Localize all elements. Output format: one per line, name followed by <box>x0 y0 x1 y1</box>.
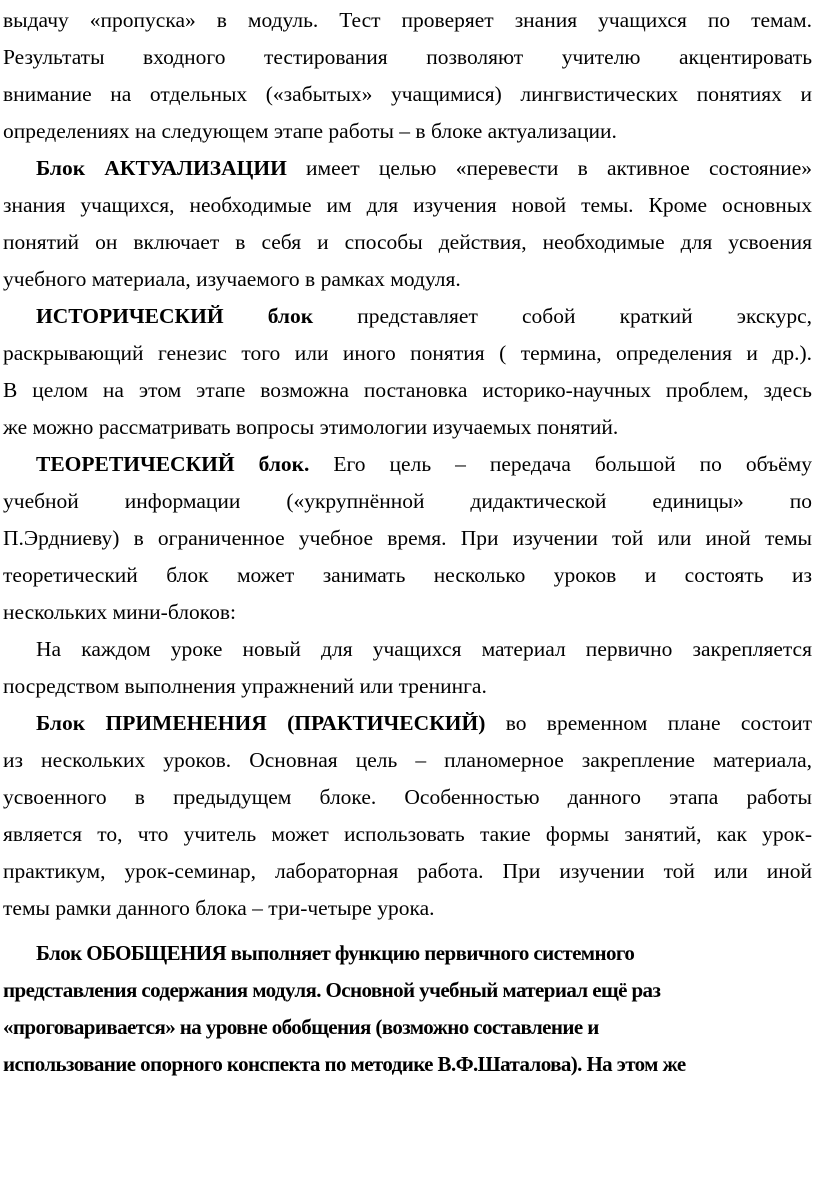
term-heading: Блок АКТУАЛИЗАЦИИ <box>36 156 287 180</box>
text-line: теоретический блок может занимать несколько уроков и состоять из <box>3 563 812 587</box>
text-line: ТЕОРЕТИЧЕСКИЙ блок. Его цель – передача большой по объёму <box>36 452 812 476</box>
text-line: нескольких мини-блоков: <box>3 600 236 624</box>
term-heading: ТЕОРЕТИЧЕСКИЙ блок. <box>36 452 310 476</box>
text-line: определениях на следующем этапе работы – в блоке актуализации. <box>3 119 617 143</box>
text-line: учебной информации («укрупнённой дидактической единицы» по <box>3 489 812 513</box>
text-line: Результаты входного тестирования позволяют учителю акцентировать <box>3 45 812 69</box>
text-line: П.Эрдниеву) в ограниченное учебное время. При изучении той или иной темы <box>3 526 812 550</box>
paragraph-each-lesson <box>3 631 812 705</box>
text-line: выдачу «пропуска» в модуль. Тест проверяет знания учащихся по темам. <box>3 8 812 32</box>
paragraph-theoretical <box>3 446 812 631</box>
text-line: Блок АКТУАЛИЗАЦИИ имеет целью «перевести в активное состояние» <box>36 156 813 180</box>
text-line: представления содержания модуля. Основной учебный материал ещё раз <box>3 978 661 1002</box>
text-line: понятий он включает в себя и способы действия, необходимые для усвоения <box>3 230 812 254</box>
paragraph-generalization <box>3 935 812 1083</box>
text-line: же можно рассматривать вопросы этимологии изучаемых понятий. <box>3 415 619 439</box>
text-line: практикум, урок-семинар, лабораторная работа. При изучении той или иной <box>3 859 812 883</box>
term-heading: ИСТОРИЧЕСКИЙ блок <box>36 304 314 328</box>
text-line: знания учащихся, необходимые им для изучения новой темы. Кроме основных <box>3 193 812 217</box>
text-line: из нескольких уроков. Основная цель – планомерное закрепление материала, <box>3 748 812 772</box>
text-line: Блок ОБОБЩЕНИЯ выполняет функцию первичного системного <box>36 941 635 965</box>
paragraph-historical <box>3 298 812 446</box>
text-line: посредством выполнения упражнений или тренинга. <box>3 674 487 698</box>
text-line: Блок ПРИМЕНЕНИЯ (ПРАКТИЧЕСКИЙ) во временном плане состоит <box>36 711 812 735</box>
paragraph-actualization <box>3 150 812 298</box>
paragraph-intro <box>3 2 812 150</box>
text-line: использование опорного конспекта по методике В.Ф.Шаталова). На этом же <box>3 1052 686 1076</box>
paragraph-application <box>3 705 812 927</box>
term-heading: Блок ПРИМЕНЕНИЯ (ПРАКТИЧЕСКИЙ) <box>36 711 486 735</box>
text-line: усвоенного в предыдущем блоке. Особенностью данного этапа работы <box>3 785 812 809</box>
text-line: является то, что учитель может использовать такие формы занятий, как урок- <box>3 822 812 846</box>
text-line: учебного материала, изучаемого в рамках модуля. <box>3 267 461 291</box>
text-line: «проговаривается» на уровне обобщения (возможно составление и <box>3 1015 599 1039</box>
text-line: раскрывающий генезис того или иного понятия ( термина, определения и др.). <box>3 341 812 365</box>
text-line: ИСТОРИЧЕСКИЙ блок представляет собой краткий экскурс, <box>36 304 812 328</box>
text-line: В целом на этом этапе возможна постановка историко-научных проблем, здесь <box>3 378 812 402</box>
text-line: На каждом уроке новый для учащихся материал первично закрепляется <box>36 637 812 661</box>
text-line: темы рамки данного блока – три-четыре урока. <box>3 896 435 920</box>
text-line: внимание на отдельных («забытых» учащимися) лингвистических понятиях и <box>3 82 812 106</box>
